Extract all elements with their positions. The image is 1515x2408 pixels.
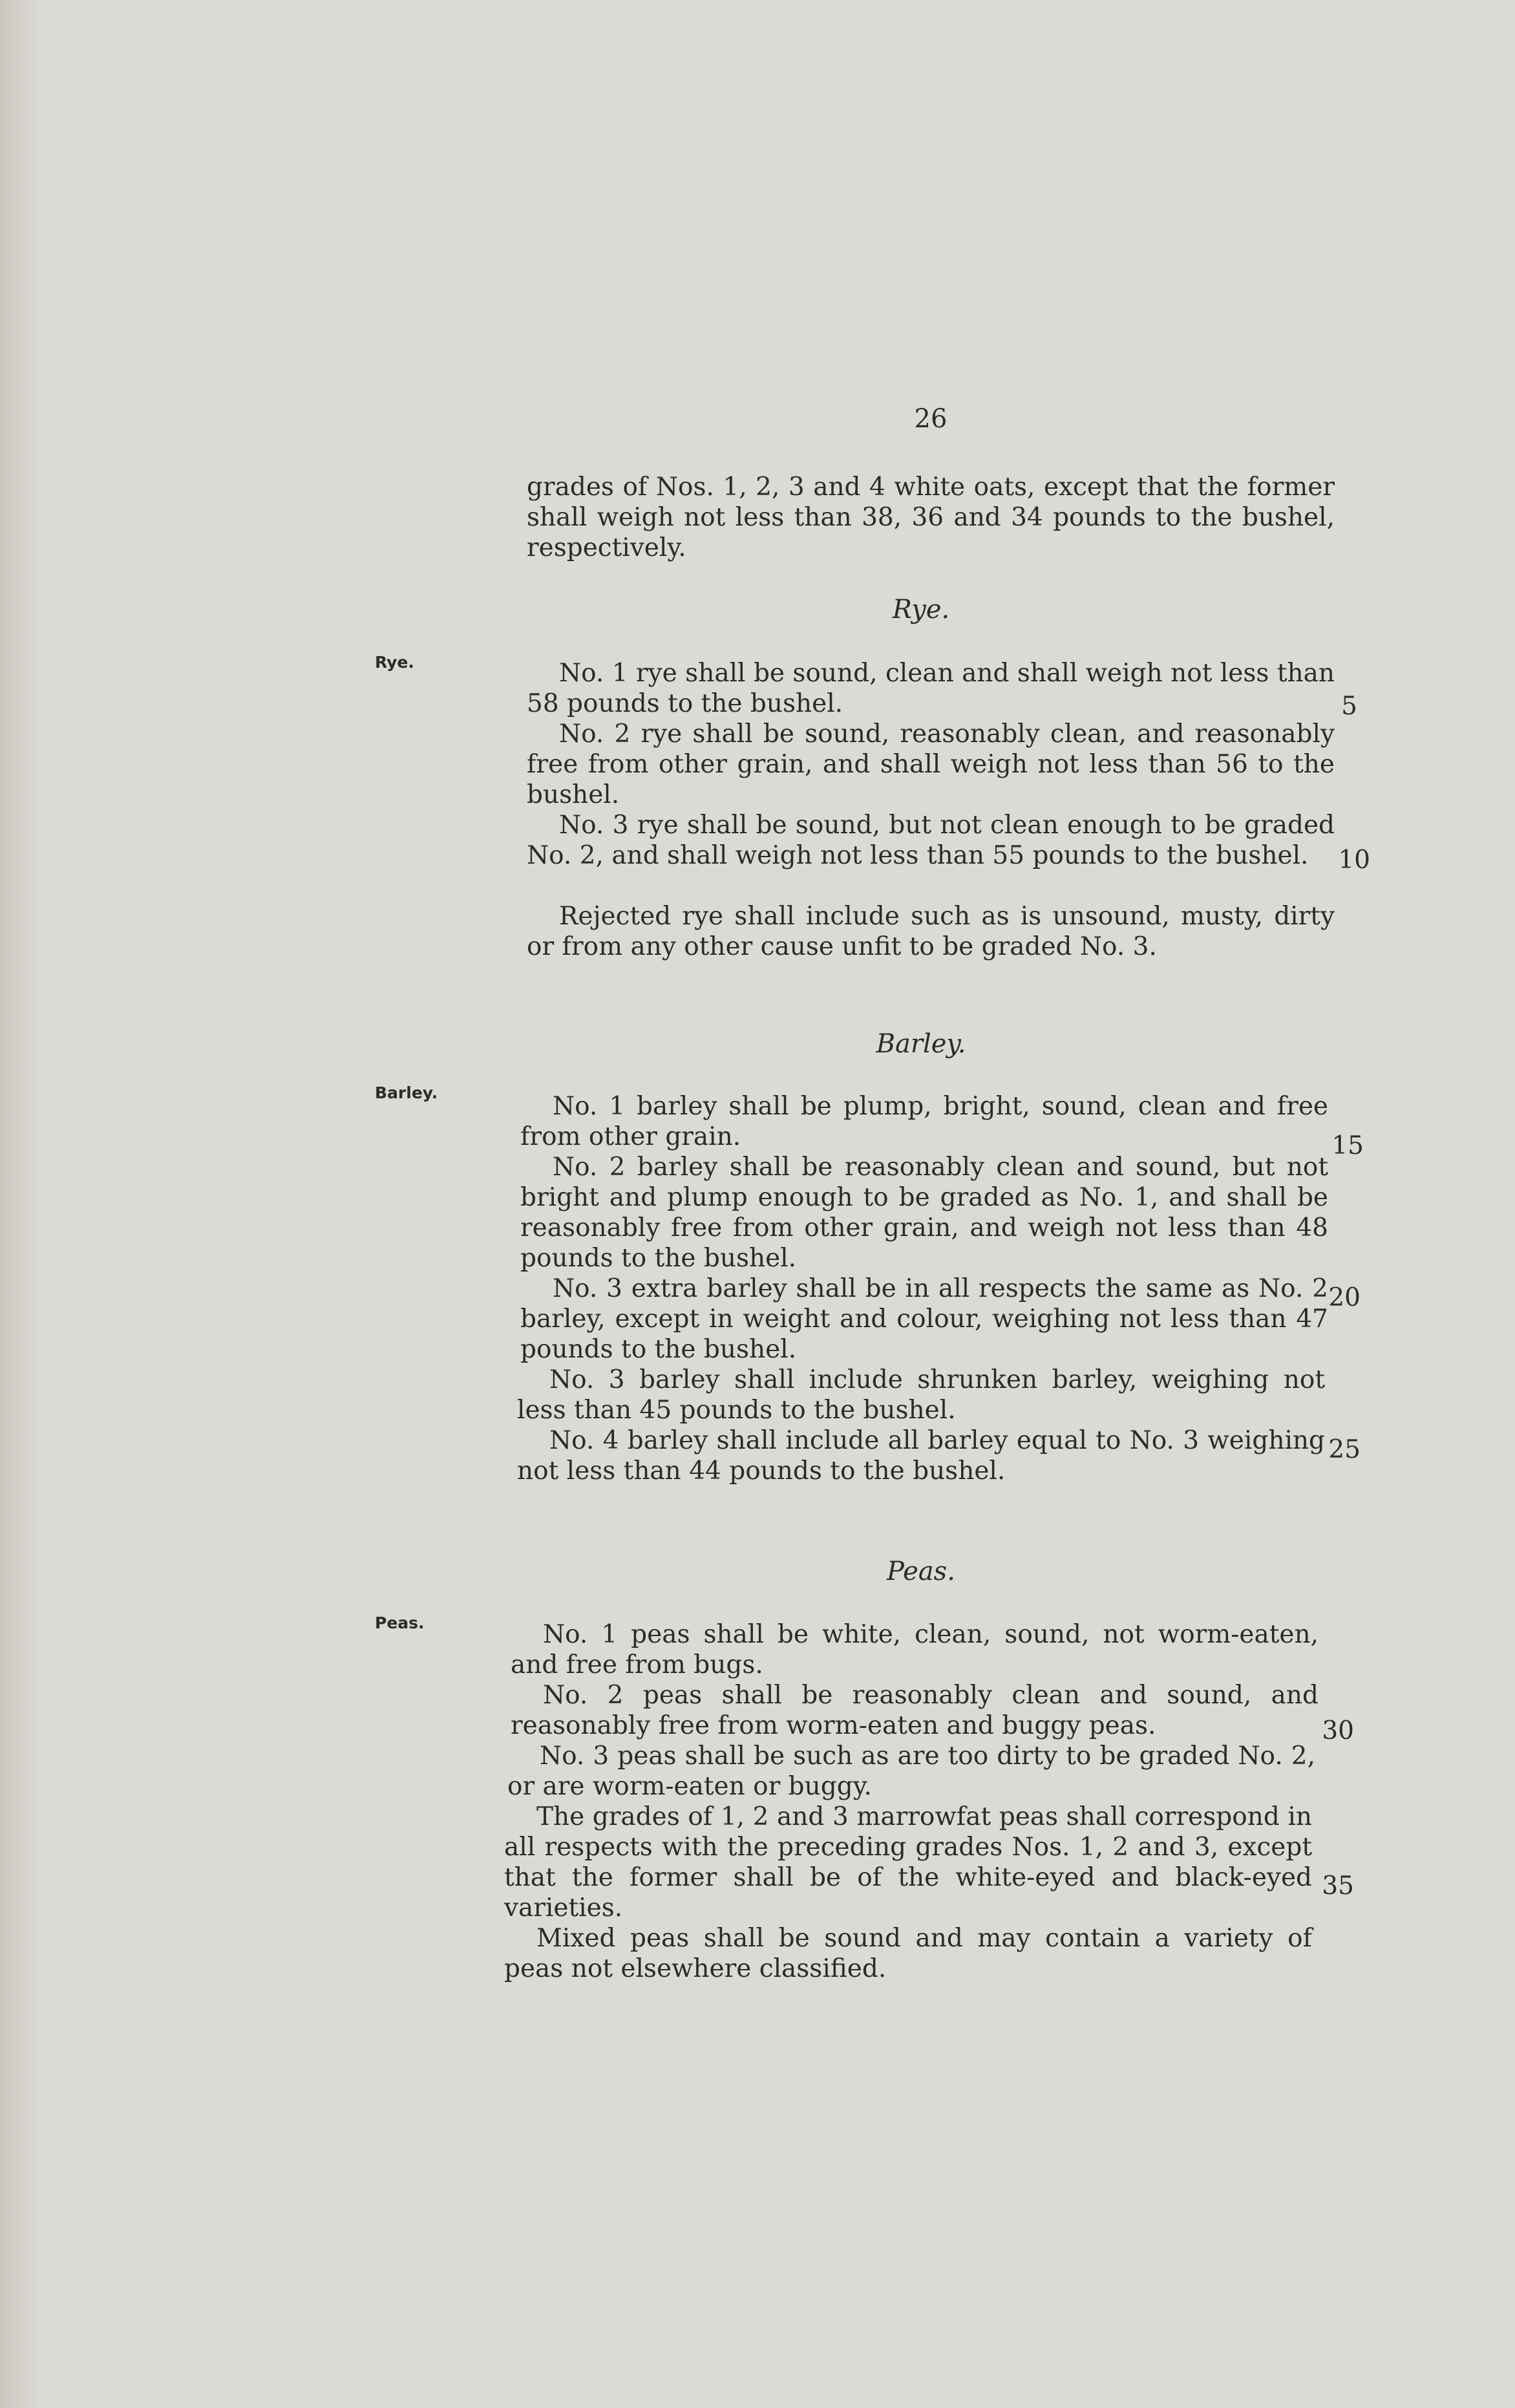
barley-paragraph-4: No. 3 barley shall include shrunken barley, weighing not less than 45 pounds to the bushel. bbox=[517, 1365, 1325, 1425]
line-number: 20 bbox=[1328, 1283, 1361, 1312]
line-number: 5 bbox=[1341, 692, 1357, 721]
intro-paragraph: grades of Nos. 1, 2, 3 and 4 white oats, except that the former shall weigh not less than 38, 36 and 34 pounds to the bushel, respectively. bbox=[527, 473, 1335, 562]
rye-margin-note: Rye. bbox=[375, 653, 414, 672]
barley-paragraph-2: No. 2 barley shall be reasonably clean and sound, but not bright and plump enough to be graded as No. 1, and shall be reasonably free from other grain, and weigh not less than 48 pounds to the bushel. bbox=[520, 1153, 1328, 1273]
page-number: 26 bbox=[914, 404, 948, 434]
rye-paragraph-3: No. 3 rye shall be sound, but not clean enough to be graded No. 2, and shall weigh not less than 55 pounds to the bushel. bbox=[527, 811, 1335, 870]
barley-paragraph-5: No. 4 barley shall include all barley equal to No. 3 weighing not less than 44 pounds to the bushel. bbox=[517, 1426, 1325, 1486]
barley-margin-note: Barley. bbox=[375, 1083, 438, 1102]
peas-paragraph-5: Mixed peas shall be sound and may contain a variety of peas not elsewhere classified. bbox=[504, 1924, 1312, 1983]
line-number: 15 bbox=[1331, 1131, 1364, 1160]
peas-paragraph-4: The grades of 1, 2 and 3 marrowfat peas shall correspond in all respects with the preceding grades Nos. 1, 2 and 3, except that the former shall be of the white-eyed and black-eyed varieties. bbox=[504, 1802, 1312, 1923]
peas-paragraph-3: No. 3 peas shall be such as are too dirty to be graded No. 2, or are worm-eaten or buggy. bbox=[507, 1742, 1315, 1801]
peas-margin-note: Peas. bbox=[375, 1614, 425, 1632]
barley-paragraph-1: No. 1 barley shall be plump, bright, sound, clean and free from other grain. bbox=[520, 1092, 1328, 1151]
peas-paragraph-2: No. 2 peas shall be reasonably clean and sound, and reasonably free from worm-eaten and buggy peas. bbox=[511, 1681, 1319, 1740]
rye-paragraph-2: No. 2 rye shall be sound, reasonably clean, and reasonably free from other grain, and shall weigh not less than 56 to the bushel. bbox=[527, 719, 1335, 809]
line-number: 25 bbox=[1328, 1435, 1361, 1464]
rye-paragraph-4: Rejected rye shall include such as is unsound, musty, dirty or from any other cause unfit to be graded No. 3. bbox=[527, 902, 1335, 961]
rye-paragraph-1: No. 1 rye shall be sound, clean and shall weigh not less than 58 pounds to the bushel. bbox=[527, 659, 1335, 718]
rye-heading: Rye. bbox=[892, 595, 950, 624]
line-number: 35 bbox=[1322, 1871, 1354, 1901]
page-edge bbox=[0, 0, 39, 2408]
line-number: 30 bbox=[1322, 1716, 1354, 1745]
peas-paragraph-1: No. 1 peas shall be white, clean, sound, not worm-eaten, and free from bugs. bbox=[511, 1620, 1319, 1679]
peas-heading: Peas. bbox=[887, 1557, 955, 1586]
line-number: 10 bbox=[1338, 846, 1370, 875]
barley-heading: Barley. bbox=[876, 1029, 966, 1059]
barley-paragraph-3: No. 3 extra barley shall be in all respects the same as No. 2 barley, except in weight and colour, weighing not less than 47 pounds to the bushel. bbox=[520, 1274, 1328, 1364]
